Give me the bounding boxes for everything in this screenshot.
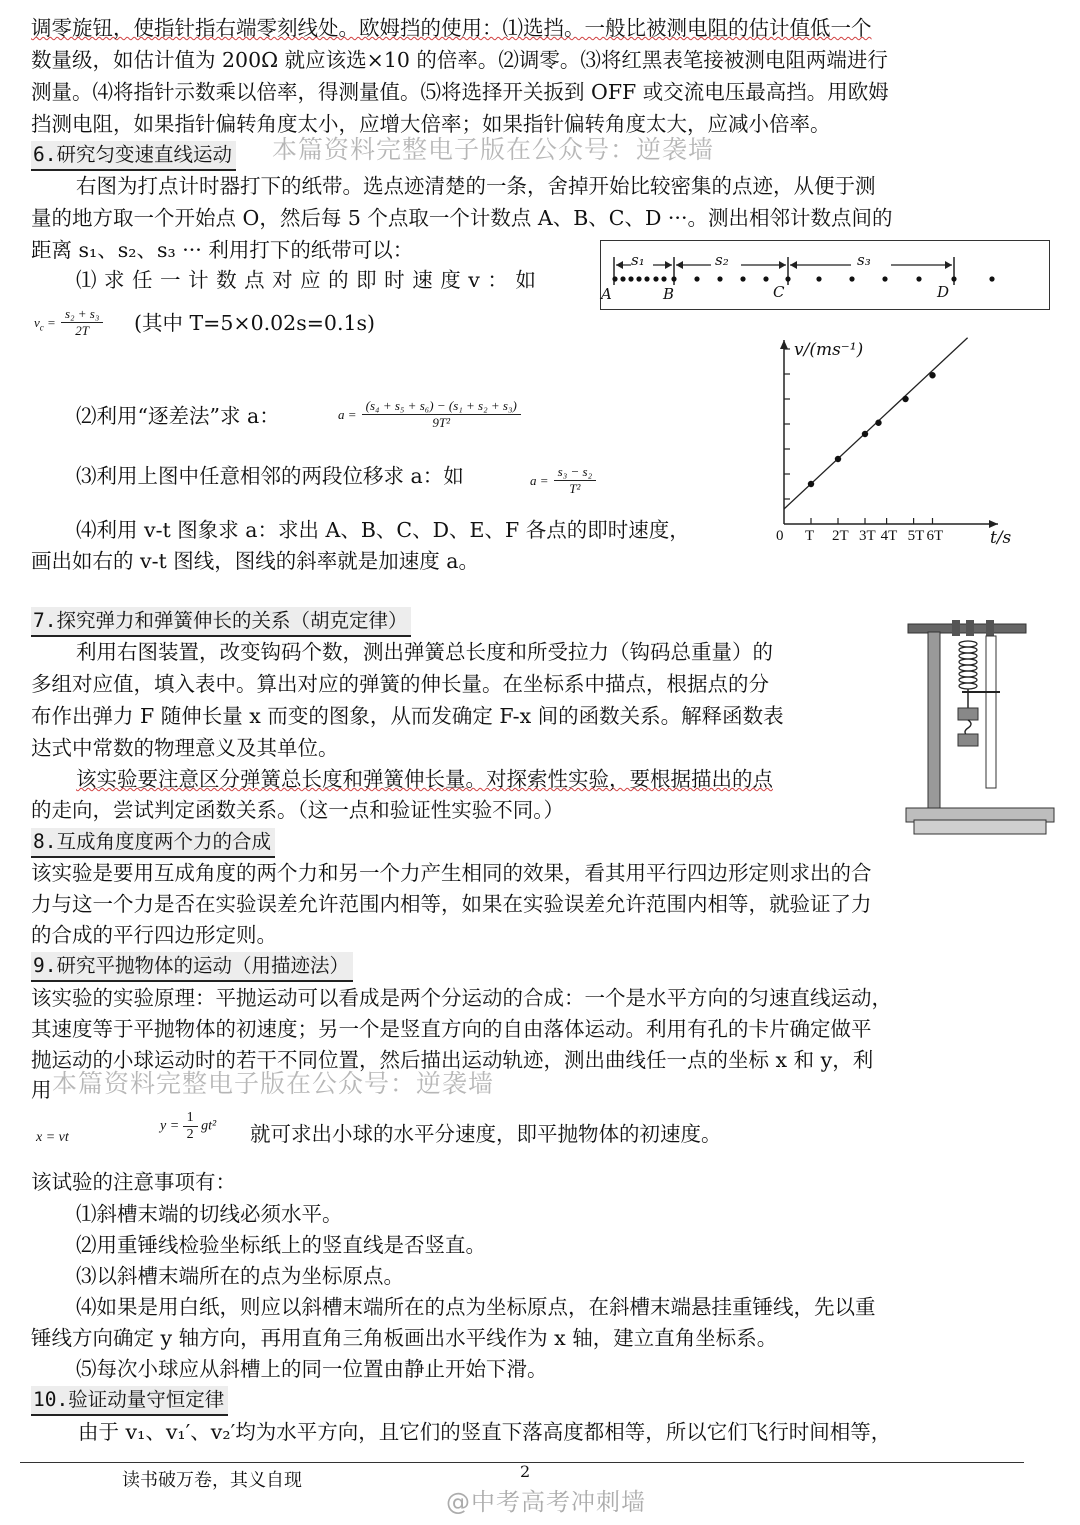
text-line: 量的地方取一个开始点 O，然后每 5 个点取一个计数点 A、B、C、D ···。测出相邻计数点间的 — [31, 206, 893, 230]
note-item: 锤线方向确定 y 轴方向，再用直角三角板画出水平线作为 x 轴，建立直角坐标系。 — [31, 1326, 778, 1350]
section-9-heading: 9.研究平抛物体的运动（用描迹法） — [31, 952, 353, 982]
y-axis-arrow — [780, 340, 788, 349]
note-item: ⑸每次小球应从斜槽上的同一位置由静止开始下滑。 — [76, 1357, 548, 1381]
text-line: 的合成的平行四边形定则。 — [31, 923, 277, 947]
footer-motto: 读书破万卷，其义自现 — [122, 1470, 302, 1491]
text-line: 该实验是要用互成角度的两个力和另一个力产生相同的效果，看其用平行四边形定则求出的合 — [31, 861, 872, 885]
section-6-heading: 6.研究匀变速直线运动 — [31, 141, 236, 171]
formula-a-diff: a = $\frac{\text{(s₄ + s₅ + s₆) − (s₁ + s₂ + s₃)}}{\text{9T²}}$ — [338, 398, 521, 431]
formula-a-diff-fraction: $\frac{\text{(s₄ + s₅ + s₆) − (s₁ + s₂ + s₃)}}{\text{9T²}}$ — [362, 398, 521, 431]
text-line: 力与这一个力是否在实验误差允许范围内相等，如果在实验误差允许范围内相等，就验证了力 — [31, 892, 872, 916]
x-tick-label: 2T — [832, 528, 849, 544]
text-line: 由于 v₁、v₁′、v₂′均为水平方向，且它们的竖直下落高度都相等，所以它们飞行时间相等， — [78, 1420, 892, 1444]
x-axis-arrow — [989, 520, 998, 528]
text-line: 多组对应值，填入表中。算出对应的弹簧的伸长量。在坐标系中描点，根据点的分 — [31, 672, 769, 696]
spring-apparatus-figure — [900, 612, 1060, 840]
data-point — [902, 396, 908, 402]
text-line: 数量级，如估计值为 200Ω 就应该选×10 的倍率。⑵调零。⑶将红黑表笔接被测电阻两端进行 — [31, 48, 888, 72]
data-point — [835, 456, 841, 462]
text-line: 抛运动的小球运动时的若干不同位置，然后描出运动轨迹，测出曲线任一点的坐标 x 和 y，利 — [31, 1048, 874, 1072]
item-4-line-1: ⑷利用 v-t 图象求 a：求出 A、B、C、D、E、F 各点的即时速度， — [76, 518, 690, 542]
text-line: 测量。⑷将指针示数乘以倍率，得测量值。⑸将选择开关扳到 OFF 或交流电压最高挡。用欧姆 — [31, 80, 889, 104]
formula-a-adjacent-fraction: $\frac{\text{s₃ − s₂}}{\text{T²}}$ — [554, 464, 596, 497]
watermark: 本篇资料完整电子版在公众号：逆袭墙 — [52, 1069, 495, 1098]
tape-label-s2: s₂ — [715, 251, 729, 269]
text-line: 利用右图装置，改变钩码个数，测出弹簧总长度和所受拉力（钩码总重量）的 — [76, 640, 773, 664]
tape-label-s3: s₃ — [857, 251, 871, 269]
text-line: 布作出弹力 F 随伸长量 x 而变的图象，从而发确定 F-x 间的函数关系。解释函数表 — [31, 704, 784, 728]
formula-x-vt: x = vt — [36, 1130, 69, 1145]
item-4-line-2: 画出如右的 v-t 图线，图线的斜率就是加速度 a。 — [31, 549, 480, 573]
vt-chart-svg — [770, 332, 1030, 560]
note-item: ⑵用重锤线检验坐标纸上的竖直线是否竖直。 — [76, 1233, 486, 1257]
text-line: 调零旋钮，使指针指右端零刻线处。欧姆挡的使用：⑴选挡。一般比被测电阻的估计值低一个 — [31, 16, 872, 40]
vt-chart — [770, 332, 1030, 560]
note-item: ⑴斜槽末端的切线必须水平。 — [76, 1202, 343, 1226]
vt-chart-xlabel: t/s — [990, 528, 1012, 548]
text-line: 的走向，尝试判定函数关系。（这一点和验证性实验不同。） — [31, 798, 564, 822]
tape-label-d: D — [937, 283, 950, 301]
x-tick-label: 5T — [907, 528, 925, 544]
text-line: 就可求出小球的水平分速度，即平抛物体的初速度。 — [250, 1122, 722, 1146]
x-tick-label: 6T — [926, 528, 944, 544]
watermark: 本篇资料完整电子版在公众号：逆袭墙 — [272, 135, 715, 164]
text-line: 达式中常数的物理意义及其单位。 — [31, 736, 339, 760]
tape-label-a: A — [601, 285, 612, 303]
formula-y-half-gt2: y = $\frac{1}{2}$ gt² — [160, 1110, 217, 1142]
formula-a-adjacent: a = $\frac{\text{s₃ − s₂}}{\text{T²}}$ — [530, 464, 596, 497]
text-line: 该实验要注意区分弹簧总长度和弹簧伸长量。对探索性实验，要根据描出的点 — [76, 767, 773, 791]
data-point — [862, 431, 868, 437]
formula-vc-fraction: $\frac{\text{s₂ + s₃}}{2T}$ — [61, 306, 103, 339]
x-tick-label: 0 — [776, 528, 784, 544]
text-line: 该实验的实验原理：平抛运动可以看成是两个分运动的合成：一个是水平方向的匀速直线运动， — [31, 986, 892, 1010]
section-8-heading: 8.互成角度度两个力的合成 — [31, 828, 275, 858]
text-line: 右图为打点计时器打下的纸带。选点迹清楚的一条，舍掉开始比较密集的点迹，从便于测 — [76, 174, 876, 198]
item-2: ⑵利用“逐差法”求 a： — [76, 404, 280, 428]
section-7-heading: 7.探究弹力和弹簧伸长的关系（胡克定律） — [31, 607, 411, 637]
spring-apparatus-svg — [900, 612, 1060, 840]
notes-title: 该试验的注意事项有： — [31, 1170, 236, 1194]
formula-vc-note: (其中 T=5×0.02s=0.1s) — [134, 311, 376, 335]
tape-label-b: B — [663, 285, 675, 303]
tape-label-s1: s₁ — [631, 251, 645, 269]
data-point — [929, 372, 935, 378]
page-number: 2 — [520, 1462, 531, 1481]
text-line: 其速度等于平抛物体的初速度；另一个是竖直方向的自由落体运动。利用有孔的卡片确定做平 — [31, 1017, 872, 1041]
x-tick-label: T — [805, 528, 815, 544]
section-10-heading: 10.验证动量守恒定律 — [31, 1386, 228, 1416]
data-point — [875, 420, 881, 426]
vt-chart-ylabel: v/(ms⁻¹) — [794, 340, 864, 360]
formula-vc-lhs: $v_c$ = — [34, 315, 56, 333]
data-point — [808, 481, 814, 487]
weibo-watermark: @中考高考冲刺墙 — [446, 1488, 646, 1516]
tape-label-c: C — [773, 283, 785, 301]
text-line: 挡测电阻，如果指针偏转角度太小，应增大倍率；如果指针偏转角度太大，应减小倍率。 — [31, 112, 831, 136]
item-1: ⑴ 求 任 一 计 数 点 对 应 的 即 时 速 度 v ： 如 — [76, 268, 537, 292]
item-3: ⑶利用上图中任意相邻的两段位移求 a：如 — [76, 464, 464, 488]
paper-tape-figure — [600, 240, 1050, 310]
note-item: ⑶以斜槽末端所在的点为坐标原点。 — [76, 1264, 404, 1288]
formula-vc — [34, 306, 103, 339]
text-line: 用 — [31, 1078, 52, 1102]
note-item: ⑷如果是用白纸，则应以斜槽末端所在的点为坐标原点，在斜槽末端悬挂重锤线，先以重 — [76, 1295, 876, 1319]
x-tick-label: 4T — [880, 528, 898, 544]
x-tick-label: 3T — [859, 528, 876, 544]
text-line: 距离 s₁、s₂、s₃ ··· 利用打下的纸带可以： — [31, 238, 414, 262]
